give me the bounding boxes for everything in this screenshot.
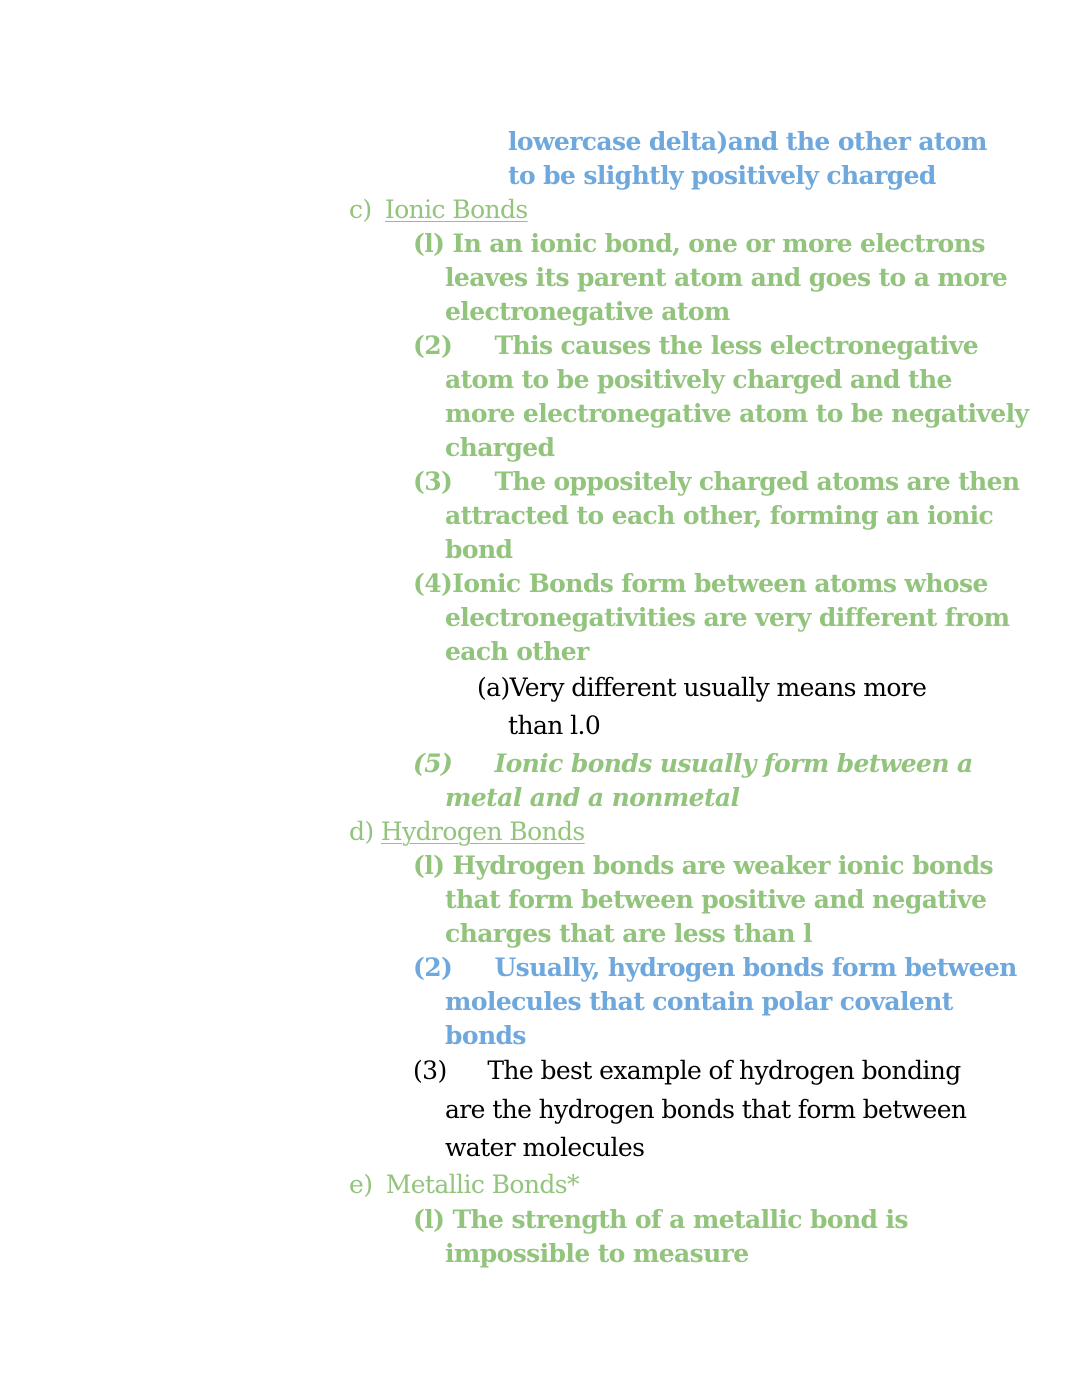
point-number: (4)	[413, 569, 453, 598]
ionic-point-1	[413, 227, 985, 261]
hydrogen-point-1-line-3: charges that are less than l	[445, 919, 812, 948]
point-text: Usually, hydrogen bonds form between	[494, 953, 1017, 982]
hydrogen-point-1	[413, 849, 993, 883]
metallic-point-1-line-2: impossible to measure	[445, 1239, 749, 1268]
point-text: The oppositely charged atoms are then	[494, 467, 1020, 496]
hydrogen-point-2-line-2: molecules that contain polar covalent	[445, 987, 953, 1016]
ionic-point-2-line-4: charged	[445, 433, 555, 462]
section-marker: e)	[349, 1170, 373, 1199]
ionic-point-5	[413, 747, 973, 781]
point-number: (l)	[413, 851, 445, 880]
point-number: (l)	[413, 229, 445, 258]
hydrogen-point-2	[413, 951, 1017, 985]
section-metallic-heading	[349, 1168, 579, 1202]
ionic-point-1-line-3: electronegative atom	[445, 297, 730, 326]
ionic-point-4a	[477, 671, 926, 705]
ionic-point-5-line-2: metal and a nonmetal	[445, 783, 740, 812]
hydrogen-point-3-line-3: water molecules	[445, 1133, 645, 1162]
point-number: (3)	[413, 1056, 447, 1085]
ionic-point-1-line-2: leaves its parent atom and goes to a more	[445, 263, 1008, 292]
point-text: Ionic bonds usually form between a	[494, 749, 973, 778]
intro-line-2: to be slightly positively charged	[508, 161, 936, 190]
metallic-point-1	[413, 1203, 908, 1237]
section-title: Ionic Bonds	[384, 195, 528, 224]
section-marker: d)	[349, 817, 374, 846]
point-text: The strength of a metallic bond is	[452, 1205, 908, 1234]
point-number: (2)	[413, 953, 453, 982]
ionic-point-3	[413, 465, 1020, 499]
hydrogen-point-3-line-2: are the hydrogen bonds that form between	[445, 1095, 967, 1124]
section-hydrogen-heading	[349, 815, 585, 849]
point-text: This causes the less electronegative	[494, 331, 979, 360]
point-text: Very different usually means more	[509, 673, 927, 702]
point-number: (3)	[413, 467, 453, 496]
ionic-point-3-line-2: attracted to each other, forming an ionic	[445, 501, 994, 530]
section-marker: c)	[349, 195, 372, 224]
ionic-point-4a-line-2: than l.0	[508, 711, 601, 740]
intro-line-1: lowercase delta)and the other atom	[508, 127, 987, 156]
ionic-point-2-line-3: more electronegative atom to be negatively	[445, 399, 1029, 428]
point-number: (5)	[413, 749, 453, 778]
ionic-point-4	[413, 567, 988, 601]
hydrogen-point-2-line-3: bonds	[445, 1021, 526, 1050]
ionic-point-3-line-3: bond	[445, 535, 513, 564]
ionic-point-2-line-2: atom to be positively charged and the	[445, 365, 952, 394]
point-text: In an ionic bond, one or more electrons	[452, 229, 985, 258]
ionic-point-2	[413, 329, 978, 363]
section-title: Hydrogen Bonds	[380, 817, 585, 846]
point-number: (a)	[477, 673, 510, 702]
point-text: Hydrogen bonds are weaker ionic bonds	[452, 851, 993, 880]
point-number: (l)	[413, 1205, 445, 1234]
point-text: Ionic Bonds form between atoms whose	[452, 569, 988, 598]
ionic-point-4-line-3: each other	[445, 637, 589, 666]
point-text: The best example of hydrogen bonding	[487, 1056, 961, 1085]
section-title: Metallic Bonds*	[385, 1170, 579, 1199]
hydrogen-point-3	[413, 1054, 961, 1088]
point-number: (2)	[413, 331, 453, 360]
hydrogen-point-1-line-2: that form between positive and negative	[445, 885, 987, 914]
ionic-point-4-line-2: electronegativities are very different from	[445, 603, 1010, 632]
section-ionic-heading	[349, 193, 528, 227]
